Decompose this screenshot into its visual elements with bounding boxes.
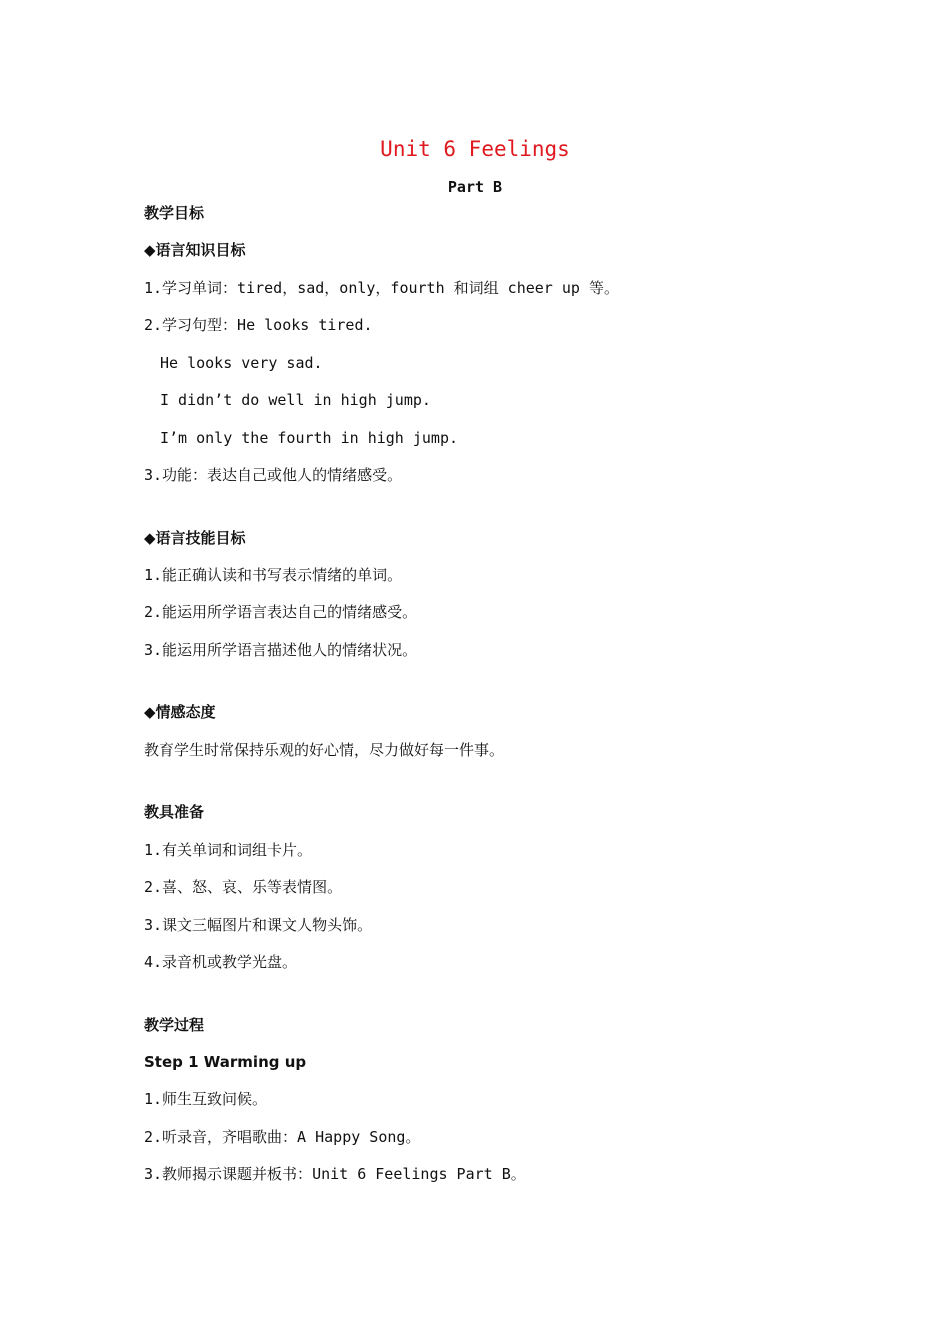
skills-item-1: 1.能正确认读和书写表示情绪的单词。 xyxy=(144,566,403,584)
step1-heading: Step 1 Warming up xyxy=(144,1053,307,1071)
sentence-2: I didn’t do well in high jump. xyxy=(160,391,431,409)
materials-item-3: 3.课文三幅图片和课文人物头饰。 xyxy=(144,916,373,934)
step1-item-3: 3.教师揭示课题并板书：Unit 6 Feelings Part B。 xyxy=(144,1165,526,1183)
materials-item-1: 1.有关单词和词组卡片。 xyxy=(144,841,313,859)
knowledge-heading: ◆语言知识目标 xyxy=(144,241,246,259)
step1-item-2: 2.听录音，齐唱歌曲：A Happy Song。 xyxy=(144,1128,421,1146)
sentence-1: He looks very sad. xyxy=(160,354,323,372)
sentence-3: I’m only the fourth in high jump. xyxy=(160,429,459,447)
knowledge-item-1: 1.学习单词：tired，sad，only，fourth 和词组 cheer up 等。 xyxy=(144,279,619,297)
document-title: Unit 6 Feelings xyxy=(380,137,570,161)
knowledge-item-3: 3.功能：表达自己或他人的情绪感受。 xyxy=(144,466,403,484)
materials-heading: 教具准备 xyxy=(144,803,205,821)
step1-item-1: 1.师生互致问候。 xyxy=(144,1090,268,1108)
objectives-heading: 教学目标 xyxy=(144,204,205,222)
skills-item-2: 2.能运用所学语言表达自己的情绪感受。 xyxy=(144,603,418,621)
skills-item-3: 3.能运用所学语言描述他人的情绪状况。 xyxy=(144,641,418,659)
materials-item-2: 2.喜、怒、哀、乐等表情图。 xyxy=(144,878,343,896)
document-subtitle: Part B xyxy=(447,178,503,196)
skills-heading: ◆语言技能目标 xyxy=(144,529,246,547)
materials-item-4: 4.录音机或教学光盘。 xyxy=(144,953,298,971)
attitude-item-1: 教育学生时常保持乐观的好心情，尽力做好每一件事。 xyxy=(144,741,505,759)
attitude-heading: ◆情感态度 xyxy=(144,703,216,721)
knowledge-item-2: 2.学习句型：He looks tired. xyxy=(144,316,373,334)
process-heading: 教学过程 xyxy=(144,1016,205,1034)
